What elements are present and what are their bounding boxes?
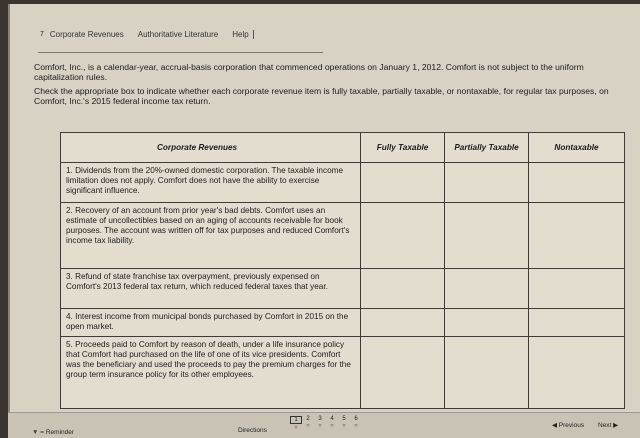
answer-cell-3-non[interactable] [529,269,625,309]
flag-icon: ▿ [342,423,346,429]
revenue-item-3: 3. Refund of state franchise tax overpayment, previously expensed on Comfort's 2013 federal tax return, which reduced federal taxes that year. [61,269,361,309]
tab-divider [38,52,323,53]
navigation-footer [8,412,640,438]
answer-cell-4-fully[interactable] [361,309,445,337]
intro-paragraph-1: Comfort, Inc., is a calendar-year, accrual-basis corporation that commenced operations on January 1, 2012. Comfort is not subject to the uniform capitalization rules. [34,62,584,82]
flag-icon: ▼ [32,429,39,436]
page-number: 1 [290,416,302,424]
answer-cell-1-partially[interactable] [445,163,529,203]
table-row [61,337,625,409]
intro-paragraph-2: Check the appropriate box to indicate whether each corporate revenue item is fully taxable, partially taxable, or nontaxable, for regular tax purposes, on Comfort, Inc.'s 2015 federal income tax return. [34,86,609,106]
flag-icon: ▿ [306,423,310,429]
revenue-item-2: 2. Recovery of an account from prior year's bad debts. Comfort uses an estimate of uncollectibles based on an aging of accounts receivable for book purposes. The account was written off for tax purposes and reduced Comfort's income tax liability. [61,203,361,269]
reminder-label: = Reminder [40,429,75,436]
revenue-item-1: 1. Dividends from the 20%-owned domestic corporation. The taxable income limitation does not apply. Comfort does not have the ability to exercise significant influence. [61,163,361,203]
revenue-table [60,132,625,409]
next-button[interactable]: Next ▶ [598,422,619,429]
flag-icon: ▿ [294,425,298,431]
answer-cell-2-fully[interactable] [361,203,445,269]
answer-cell-3-fully[interactable] [361,269,445,309]
tab-corporate-revenues[interactable]: Corporate Revenues [49,30,124,39]
instructions [34,62,634,110]
page-button-2[interactable] [302,416,314,431]
page-number: 6 [354,416,358,422]
page-button-3[interactable] [314,416,326,431]
tab-bar [40,30,268,39]
exam-page [8,4,640,438]
previous-button[interactable]: ◀ Previous [552,422,585,429]
tab-marker: 7 [40,31,44,38]
page-number: 2 [306,416,310,422]
page-button-4[interactable] [326,416,338,431]
answer-cell-5-partially[interactable] [445,337,529,409]
answer-cell-2-non[interactable] [529,203,625,269]
answer-cell-5-fully[interactable] [361,337,445,409]
answer-cell-4-non[interactable] [529,309,625,337]
header-fully-taxable: Fully Taxable [361,133,445,163]
answer-cell-4-partially[interactable] [445,309,529,337]
flag-icon: ▿ [354,423,358,429]
flag-icon: ▿ [330,423,334,429]
page-button-1[interactable] [290,416,302,431]
answer-cell-2-partially[interactable] [445,203,529,269]
page-number: 4 [330,416,334,422]
page-number: 5 [342,416,346,422]
header-nontaxable: Nontaxable [529,133,625,163]
page-number: 3 [318,416,322,422]
table-row [61,163,625,203]
revenue-item-4: 4. Interest income from municipal bonds purchased by Comfort in 2015 on the open market. [61,309,361,337]
header-corporate-revenues: Corporate Revenues [61,133,361,163]
answer-cell-5-non[interactable] [529,337,625,409]
header-partially-taxable: Partially Taxable [445,133,529,163]
reminder-button[interactable] [32,429,74,436]
tab-help[interactable]: Help [232,30,253,39]
table-row [61,203,625,269]
answer-cell-1-fully[interactable] [361,163,445,203]
tab-authoritative-literature[interactable]: Authoritative Literature [137,30,219,39]
answer-cell-1-non[interactable] [529,163,625,203]
page-button-6[interactable] [350,416,362,431]
directions-button[interactable]: Directions [238,427,267,434]
answer-cell-3-partially[interactable] [445,269,529,309]
page-button-5[interactable] [338,416,350,431]
flag-icon: ▿ [318,423,322,429]
page-selector [290,416,362,431]
table-row [61,269,625,309]
table-row [61,309,625,337]
revenue-item-5: 5. Proceeds paid to Comfort by reason of death, under a life insurance policy that Comfort had purchased on the life of one of its vice presidents. Comfort was the beneficiary and used the proceeds to pay the premium charges for the group term insurance policy for its other employees. [61,337,361,409]
